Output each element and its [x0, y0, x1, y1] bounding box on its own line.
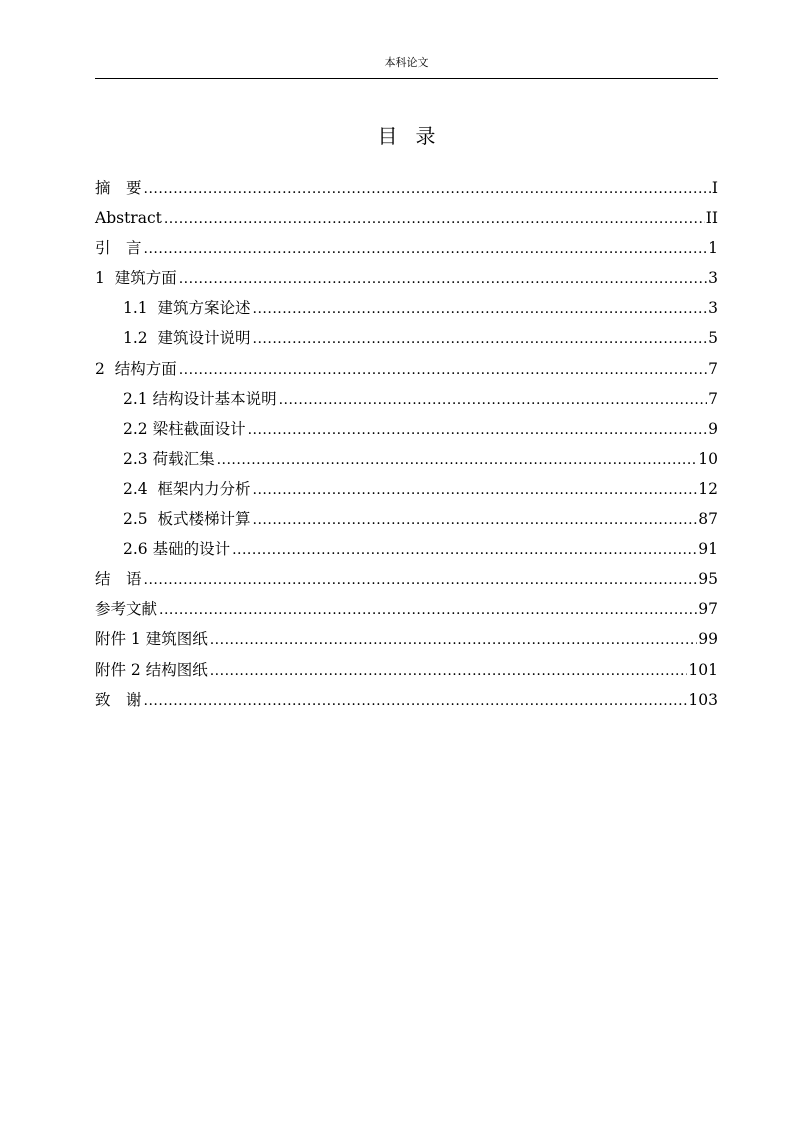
- toc-entry-page-number: 9: [708, 419, 718, 438]
- toc-entry-label: 结 语: [95, 570, 142, 589]
- toc-entry[interactable]: [95, 655, 718, 685]
- toc-entry-label: 2.2 梁柱截面设计: [123, 419, 246, 438]
- toc-entry-page-number: I: [711, 179, 718, 197]
- toc-entry[interactable]: [95, 203, 718, 233]
- toc-entry-page-number: 7: [708, 359, 718, 378]
- toc-entry[interactable]: [95, 233, 718, 263]
- toc-title: 目录: [377, 124, 454, 148]
- toc-entry-label: 2.1 结构设计基本说明: [123, 389, 277, 408]
- toc-entry[interactable]: [95, 414, 718, 444]
- toc-entry-page-number: 99: [698, 630, 718, 649]
- toc-entry-page-number: 103: [688, 690, 718, 709]
- toc-entry-page-number: 97: [698, 600, 718, 619]
- toc-entry-label: 1.1 建筑方案论述: [123, 299, 251, 318]
- toc-dot-leader: [253, 294, 708, 324]
- page-header: [95, 54, 718, 79]
- toc-entry-label: 参考文献: [95, 600, 158, 619]
- toc-dot-leader: [217, 445, 698, 475]
- toc-dot-leader: [253, 505, 698, 535]
- toc-entry-page-number: 7: [708, 389, 718, 408]
- toc-entry-page-number: 101: [688, 660, 718, 679]
- toc-entry-label: 1 建筑方面: [95, 269, 177, 288]
- toc-entry[interactable]: [95, 384, 718, 414]
- toc-entry-label: 2.5 板式楼梯计算: [123, 510, 251, 529]
- toc-dot-leader: [164, 204, 705, 234]
- toc-dot-leader: [179, 264, 707, 294]
- toc-dot-leader: [232, 535, 697, 565]
- toc-entry-label: 附件 2 结构图纸: [95, 660, 208, 679]
- toc-entry-label: 附件 1 建筑图纸: [95, 630, 208, 649]
- toc-dot-leader: [159, 595, 697, 625]
- header-title: 本科论文: [384, 56, 429, 69]
- toc-entry-label: 2.3 荷载汇集: [123, 449, 215, 468]
- toc-entry[interactable]: [95, 354, 718, 384]
- toc-entry[interactable]: [95, 624, 718, 654]
- toc-entry[interactable]: [95, 564, 718, 594]
- toc-entry-page-number: 5: [708, 329, 718, 348]
- toc-entry-page-number: 1: [708, 239, 718, 258]
- toc-entry[interactable]: [95, 504, 718, 534]
- toc-entry-label: Abstract: [95, 209, 162, 228]
- toc-entry-label: 引 言: [95, 239, 142, 258]
- toc-entry[interactable]: [95, 474, 718, 504]
- toc-entry-label: 2.6 基础的设计: [123, 540, 231, 559]
- toc-dot-leader: [179, 355, 707, 385]
- toc-entry[interactable]: [95, 534, 718, 564]
- toc-dot-leader: [210, 625, 698, 655]
- toc-entry-page-number: 3: [708, 269, 718, 288]
- toc-dot-leader: [279, 385, 708, 415]
- toc-entry-label: 2 结构方面: [95, 359, 177, 378]
- toc-dot-leader: [144, 686, 688, 716]
- toc-entry-page-number: 95: [698, 570, 718, 589]
- toc-entry-label: 1.2 建筑设计说明: [123, 329, 251, 348]
- toc-entry-page-number: II: [705, 209, 718, 228]
- toc-entry[interactable]: [95, 263, 718, 293]
- toc-entry-label: 2.4 框架内力分析: [123, 479, 251, 498]
- toc-entry-page-number: 12: [698, 479, 718, 498]
- toc-dot-leader: [210, 656, 688, 686]
- toc-dot-leader: [144, 565, 698, 595]
- toc-entry[interactable]: [95, 323, 718, 353]
- toc-entry-page-number: 91: [698, 540, 718, 559]
- toc-entry[interactable]: [95, 594, 718, 624]
- toc-dot-leader: [144, 234, 708, 264]
- toc-entry[interactable]: [95, 293, 718, 323]
- toc-entry[interactable]: [95, 685, 718, 715]
- table-of-contents: [95, 173, 718, 715]
- toc-entry-label: 致 谢: [95, 690, 142, 709]
- toc-entry-label: 摘 要: [95, 179, 142, 197]
- toc-entry-page-number: 3: [708, 299, 718, 318]
- toc-dot-leader: [253, 324, 708, 354]
- toc-dot-leader: [253, 475, 698, 505]
- toc-dot-leader: [144, 174, 711, 204]
- toc-entry-page-number: 10: [698, 449, 718, 468]
- toc-entry[interactable]: [95, 444, 718, 474]
- toc-entry[interactable]: [95, 173, 718, 203]
- toc-entry-page-number: 87: [698, 510, 718, 529]
- toc-dot-leader: [248, 415, 708, 445]
